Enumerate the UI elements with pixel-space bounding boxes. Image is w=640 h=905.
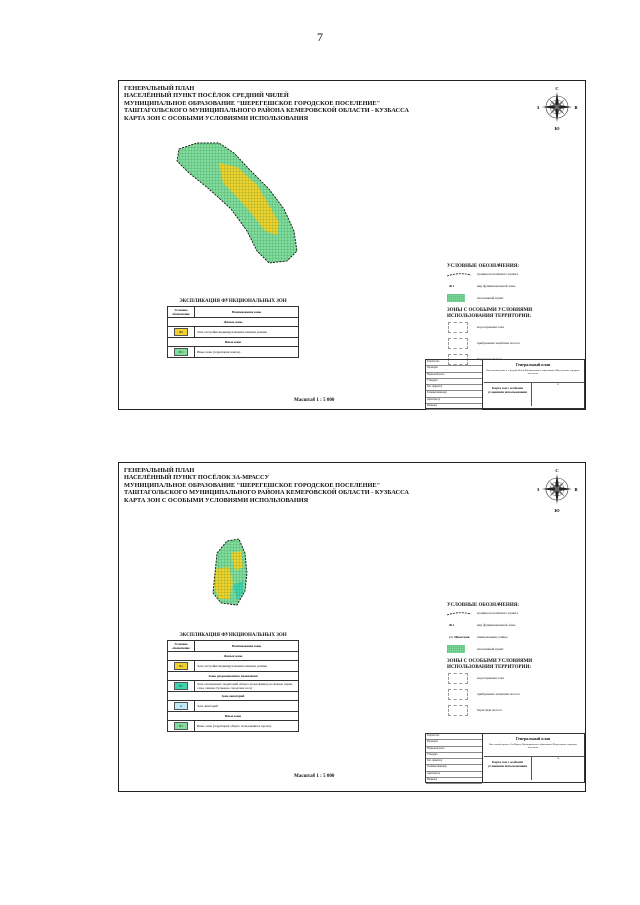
title-stamp <box>425 359 585 409</box>
functional-zone <box>214 567 233 599</box>
dashed-zone-icon <box>448 689 468 700</box>
stamp-role: Проверил <box>426 366 482 372</box>
sheet-title-line: КАРТА ЗОН С ОСОБЫМИ УСЛОВИЯМИ ИСПОЛЬЗОВАНИЯ <box>124 496 309 504</box>
map-sheet-sredniy-chiley <box>118 80 586 410</box>
map-sheet-za-mrassu <box>118 462 586 792</box>
map-legend <box>447 603 557 719</box>
zone-swatch: И1 <box>174 722 188 730</box>
explication-table <box>167 633 299 732</box>
stamp-sheet-number: 14 <box>532 756 584 781</box>
stamp-role: Инженер <box>426 404 482 410</box>
zone-description: Зона застройки индивидуальными жилыми домами <box>195 327 299 338</box>
grid-fill-icon <box>447 294 465 302</box>
explication-head-symbol: Условное обозначение <box>168 641 195 652</box>
explication-section: Зоны рекреационного назначения <box>168 672 299 681</box>
zone-description: Зона застройки индивидуальными жилыми домами <box>195 661 299 672</box>
sheet-title-line: КАРТА ЗОН С ОСОБЫМИ УСЛОВИЯМИ ИСПОЛЬЗОВАНИЯ <box>124 114 309 122</box>
grid-fill-icon <box>447 645 465 653</box>
zone-swatch: И1 <box>174 348 188 356</box>
compass-label-s: Ю <box>554 126 560 131</box>
special-zones-title: ЗОНЫ С ОСОБЫМИ УСЛОВИЯМИ ИСПОЛЬЗОВАНИЯ ТЕРРИТОРИИ: <box>447 659 533 670</box>
stamp-role: Инженер <box>426 778 482 784</box>
dashed-zone-icon <box>448 705 468 716</box>
compass-label-e: В <box>574 487 578 492</box>
explication-head-name: Наименование зоны <box>195 307 299 318</box>
explication-section: Жилые зоны <box>168 318 299 327</box>
legend-code: Ж1 <box>449 623 455 627</box>
stamp-role: Ген. директор <box>426 759 482 765</box>
special-zone-item <box>447 338 557 352</box>
compass-label-s: Ю <box>554 508 560 513</box>
zone-description: Иные зоны (территория земель) <box>195 347 299 358</box>
legend-item <box>447 293 557 305</box>
stamp-role: Главный инженер <box>426 765 482 771</box>
explication-title: ЭКСПЛИКАЦИЯ ФУНКЦИОНАЛЬНЫХ ЗОН <box>179 299 287 304</box>
compass-label-n: С <box>555 468 559 473</box>
special-zone-label: береговая полоса <box>477 357 502 361</box>
legend-label: населенный пункт <box>477 647 504 651</box>
functional-zone <box>233 581 243 601</box>
special-zone-label: прибрежная защитная полоса <box>477 341 520 345</box>
map-scale: Масштаб 1 : 5 000 <box>294 398 335 403</box>
legend-code: ул. Мрасская <box>449 635 470 639</box>
zone-swatch: Ж1 <box>174 662 188 670</box>
zone-swatch: Р1 <box>174 682 188 690</box>
stamp-role: Нормоконтроль <box>426 373 482 379</box>
stamp-role: Нормоконтроль <box>426 747 482 753</box>
stamp-sheet-number: 13 <box>532 382 584 407</box>
stamp-subtitle: Населенный пункт п. За-Мрассу Муниципальное образование Шерегешское городское поселение <box>488 743 578 749</box>
sheet-title-block <box>124 467 464 504</box>
special-zone-label: береговая полоса <box>477 708 502 712</box>
boundary-line-icon <box>447 270 471 279</box>
legend-item <box>447 281 557 293</box>
stamp-role: Главный инженер <box>426 391 482 397</box>
sheet-title-line: НАСЕЛЁННЫЙ ПУНКТ ПОСЁЛОК ЗА-МРАССУ <box>124 474 270 482</box>
zone-description: Зона озелененных территорий общего пользования (лесопарки, парки, сады, скверы, бульвары, городские леса) <box>195 681 299 692</box>
page-number: 7 <box>317 30 323 44</box>
legend-item <box>447 608 557 620</box>
stamp-role: Утвердил <box>426 753 482 759</box>
legend-item <box>447 620 557 632</box>
zone-swatch: А <box>174 702 188 710</box>
stamp-map-title: Карта зон с особыми условиями использования <box>484 756 532 780</box>
zone-description: Иные зоны (территория общего пользования и прочее) <box>195 721 299 732</box>
functional-zone <box>261 231 295 261</box>
sheet-title-block <box>124 85 464 122</box>
sheet-title-line: МУНИЦИПАЛЬНОЕ ОБРАЗОВАНИЕ "ШЕРЕГЕШСКОЕ ГОРОДСКОЕ ПОСЕЛЕНИЕ" <box>124 481 381 489</box>
explication-head-name: Наименование зоны <box>195 641 299 652</box>
dashed-zone-icon <box>448 322 468 333</box>
compass-rose-icon <box>537 86 578 131</box>
legend-label: граница населённого пункта <box>477 272 519 276</box>
compass-label-e: В <box>574 105 578 110</box>
map-scale: Масштаб 1 : 5 000 <box>294 774 335 779</box>
stamp-role: Проверил <box>426 740 482 746</box>
settlement-grid <box>213 539 247 605</box>
legend-item <box>447 632 557 644</box>
explication-section: Зона акваторий <box>168 692 299 701</box>
legend-item <box>447 269 557 281</box>
dashed-zone-icon <box>448 673 468 684</box>
zone-swatch: Ж2 <box>174 328 188 336</box>
sheet-title-line: ГЕНЕРАЛЬНЫЙ ПЛАН <box>124 467 195 474</box>
legend-label: вид функциональной зоны <box>477 623 516 627</box>
settlement-grid <box>177 143 297 263</box>
settlement-territory <box>177 143 297 263</box>
stamp-title: Генеральный план <box>515 362 551 367</box>
special-zone-item <box>447 689 557 703</box>
legend-title: УСЛОВНЫЕ ОБОЗНАЧЕНИЯ: <box>447 603 519 608</box>
sheet-title-line: ГЕНЕРАЛЬНЫЙ ПЛАН <box>124 85 195 92</box>
functional-zone <box>231 551 243 571</box>
settlement-boundary <box>177 143 297 263</box>
special-zone-label: прибрежная защитная полоса <box>477 692 520 696</box>
legend-label: граница населённого пункта <box>477 611 519 615</box>
compass-label-w: З <box>536 487 540 492</box>
special-zones-title: ЗОНЫ С ОСОБЫМИ УСЛОВИЯМИ ИСПОЛЬЗОВАНИЯ ТЕРРИТОРИИ: <box>447 308 533 319</box>
stamp-role: Разработал <box>426 360 482 366</box>
compass-rose-icon <box>537 468 578 513</box>
legend-label: вид функциональной зоны <box>477 284 516 288</box>
stamp-role: Архитектор <box>426 398 482 404</box>
stamp-role: Утвердил <box>426 379 482 385</box>
sheet-title-line: ТАШТАГОЛЬСКОГО МУНИЦИПАЛЬНОГО РАЙОНА КЕМЕРОВСКОЙ ОБЛАСТИ - КУЗБАССА <box>124 107 409 115</box>
explication-title: ЭКСПЛИКАЦИЯ ФУНКЦИОНАЛЬНЫХ ЗОН <box>179 633 287 638</box>
stamp-title: Генеральный план <box>515 736 551 741</box>
stamp-role: Архитектор <box>426 772 482 778</box>
stamp-role: Разработал <box>426 734 482 740</box>
legend-code: Ж1 <box>449 284 455 288</box>
settlement-territory <box>213 539 247 605</box>
special-zone-item <box>447 673 557 687</box>
explication-table <box>167 299 299 358</box>
special-zone-label: водоохранная зона <box>477 676 504 680</box>
settlement-boundary <box>213 539 247 605</box>
explication-section: Иные зоны <box>168 338 299 347</box>
boundary-line-icon <box>447 609 471 618</box>
legend-label: населенный пункт <box>477 296 504 300</box>
stamp-subtitle: Населенный пункт п. Средний Чилей Муниципальное образование Шерегешское городское поселение <box>486 369 580 375</box>
explication-section: Жилые зоны <box>168 652 299 661</box>
sheet-title-line: МУНИЦИПАЛЬНОЕ ОБРАЗОВАНИЕ "ШЕРЕГЕШСКОЕ ГОРОДСКОЕ ПОСЕЛЕНИЕ" <box>124 99 381 107</box>
special-zone-item <box>447 322 557 336</box>
sheet-title-line: ТАШТАГОЛЬСКОГО МУНИЦИПАЛЬНОГО РАЙОНА КЕМЕРОВСКОЙ ОБЛАСТИ - КУЗБАССА <box>124 489 409 497</box>
compass-label-w: З <box>536 105 540 110</box>
legend-label: наименование улицы <box>477 635 508 639</box>
special-zone-label: водоохранная зона <box>477 325 504 329</box>
stamp-role: Ген. директор <box>426 385 482 391</box>
compass-label-n: С <box>555 86 559 91</box>
special-zone-item <box>447 705 557 719</box>
title-stamp <box>425 733 585 783</box>
stamp-map-title: Карта зон с особыми условиями использования <box>484 382 532 406</box>
zone-description: Зона акваторий <box>195 701 299 712</box>
explication-section: Иные зоны <box>168 712 299 721</box>
sheet-title-line: НАСЕЛЁННЫЙ ПУНКТ ПОСЁЛОК СРЕДНИЙ ЧИЛЕЙ <box>124 92 289 100</box>
functional-zone <box>219 163 279 235</box>
dashed-zone-icon <box>448 338 468 349</box>
legend-title: УСЛОВНЫЕ ОБОЗНАЧЕНИЯ: <box>447 264 519 269</box>
legend-item <box>447 644 557 656</box>
map-legend <box>447 264 557 368</box>
explication-head-symbol: Условное обозначение <box>168 307 195 318</box>
